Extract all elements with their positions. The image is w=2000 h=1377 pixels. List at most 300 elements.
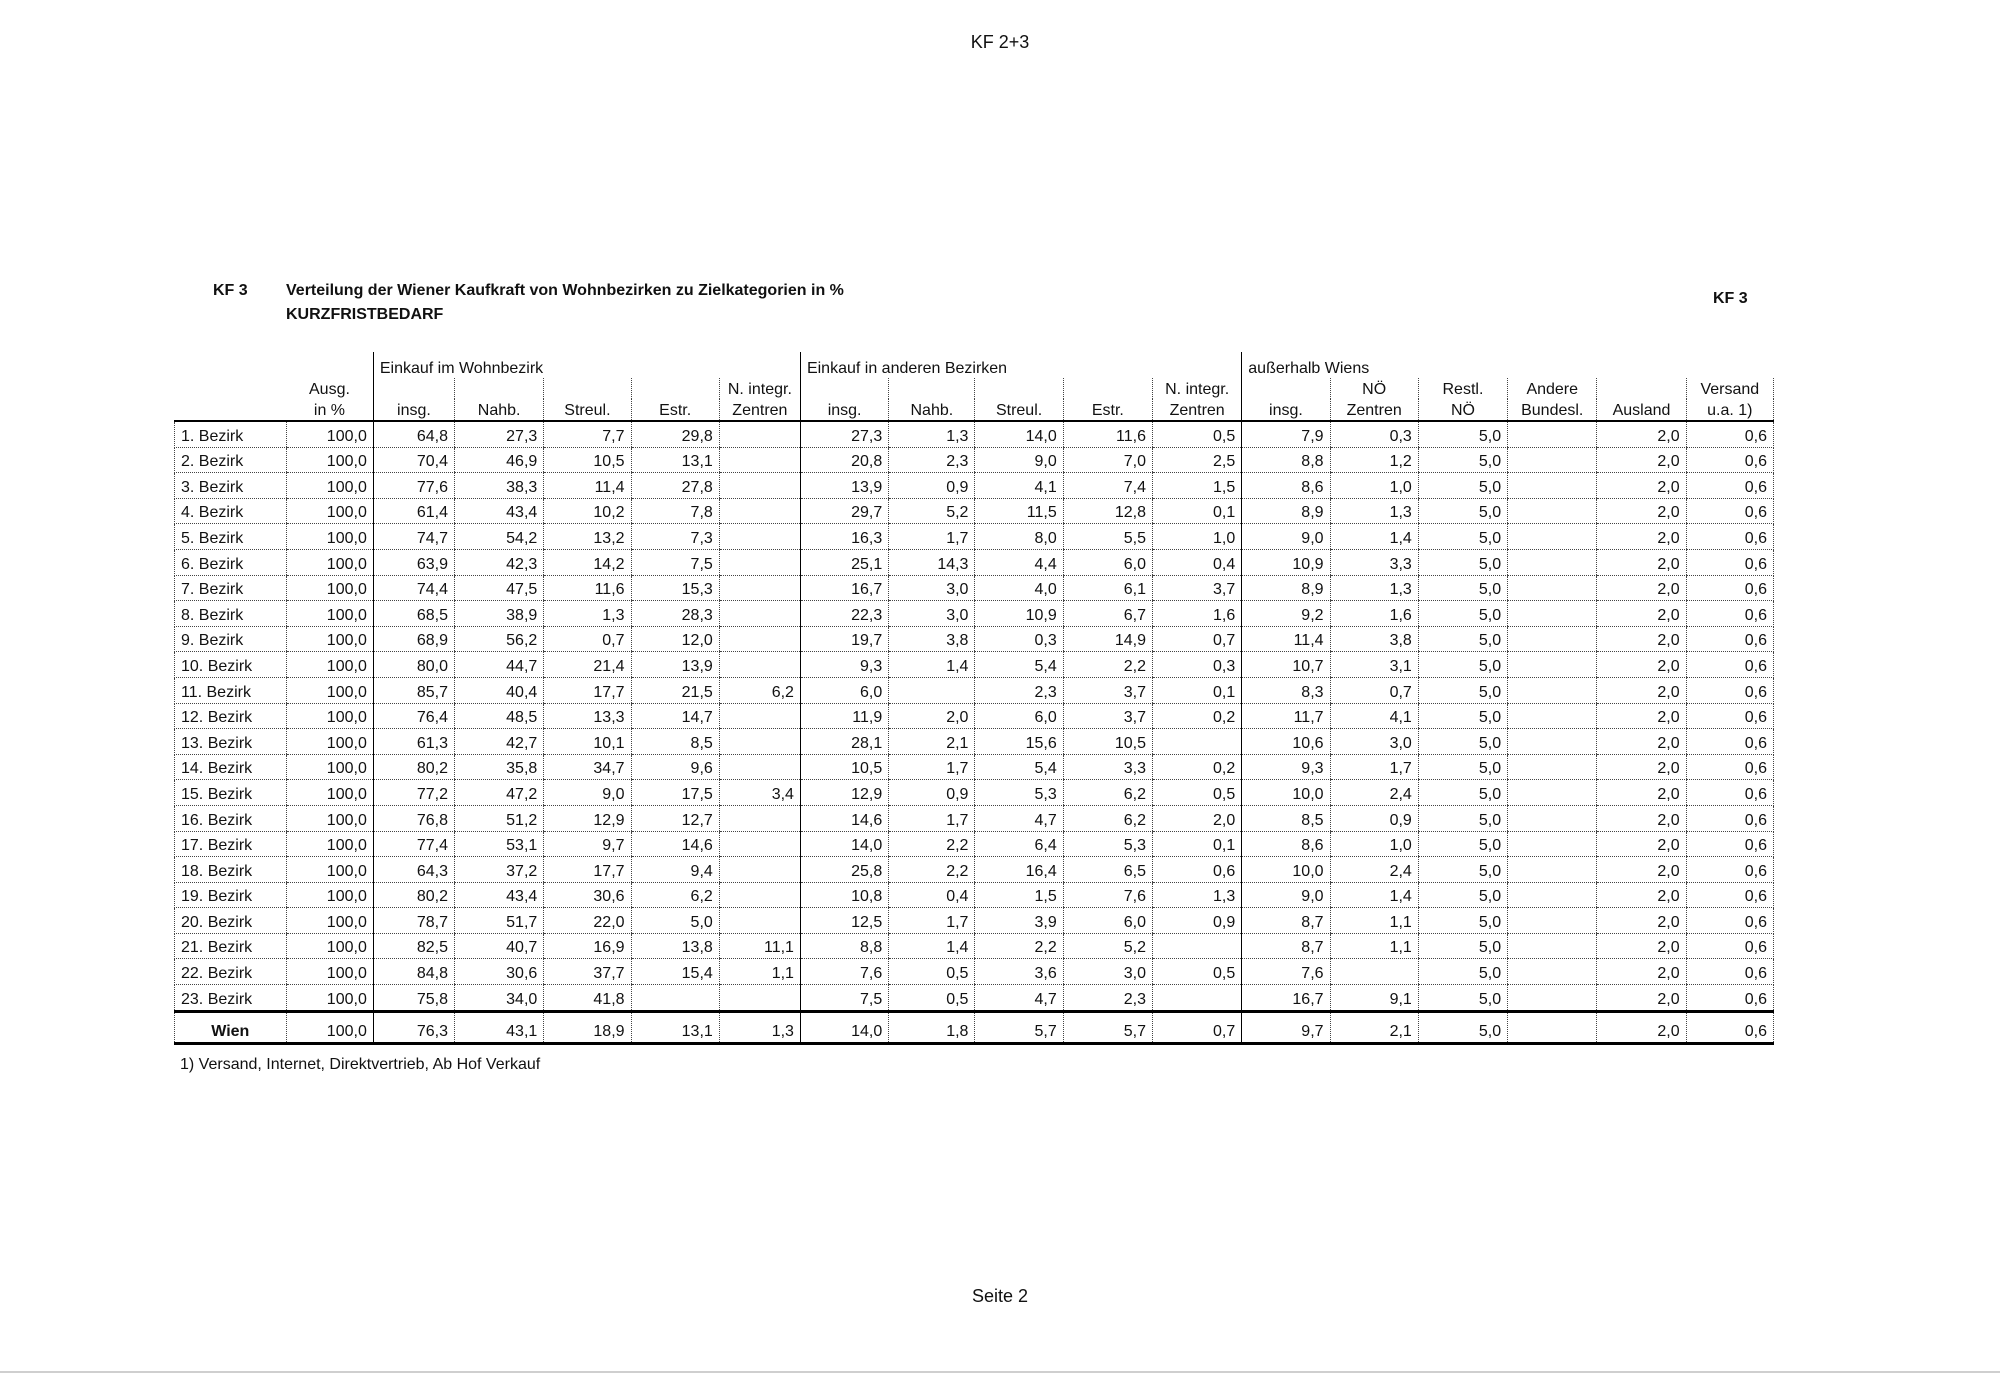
column-header: insg. (1242, 399, 1330, 421)
table-row (175, 857, 1774, 883)
table-cell: 21,5 (631, 677, 719, 703)
table-cell: 25,8 (800, 857, 888, 883)
table-row (175, 831, 1774, 857)
table-cell: 68,5 (373, 601, 454, 627)
table-cell: 0,6 (1686, 985, 1773, 1012)
table-cell: 3,0 (889, 601, 975, 627)
table-cell: 9,2 (1242, 601, 1330, 627)
table-cell: 2,0 (1597, 677, 1686, 703)
table-cell: 5,0 (1418, 447, 1507, 473)
table-cell: 0,6 (1686, 652, 1773, 678)
table-row (175, 959, 1774, 985)
table-cell: 77,2 (373, 780, 454, 806)
table-cell: 10,9 (975, 601, 1063, 627)
table-cell: 15,4 (631, 959, 719, 985)
table-cell: 9,0 (1242, 524, 1330, 550)
table-cell (631, 985, 719, 1012)
table-cell: 6,7 (1063, 601, 1152, 627)
table-cell: 46,9 (455, 447, 544, 473)
table-cell: 7,5 (631, 549, 719, 575)
kaufkraft-table (174, 352, 1774, 1045)
table-cell: 100,0 (286, 524, 373, 550)
table-cell: 13,1 (631, 447, 719, 473)
table-cell: 0,6 (1686, 575, 1773, 601)
document-subtitle: KURZFRISTBEDARF (286, 306, 444, 323)
table-cell: 5,0 (1418, 831, 1507, 857)
table-row (175, 908, 1774, 934)
table-cell: 6,1 (1063, 575, 1152, 601)
table-cell: 100,0 (286, 729, 373, 755)
row-label: 12. Bezirk (175, 703, 287, 729)
table-cell: 2,0 (1597, 959, 1686, 985)
table-cell (719, 524, 800, 550)
table-cell: 2,0 (1597, 498, 1686, 524)
table-cell: 11,4 (544, 473, 631, 499)
table-cell: 2,4 (1330, 857, 1418, 883)
total-cell: 5,0 (1418, 1011, 1507, 1043)
row-label: 2. Bezirk (175, 447, 287, 473)
table-cell: 41,8 (544, 985, 631, 1012)
table-cell: 3,4 (719, 780, 800, 806)
table-cell: 0,7 (544, 626, 631, 652)
column-header (455, 378, 544, 399)
table-cell: 0,4 (889, 882, 975, 908)
table-cell: 12,0 (631, 626, 719, 652)
table-cell: 7,7 (544, 421, 631, 447)
table-cell: 10,0 (1242, 857, 1330, 883)
row-label: 23. Bezirk (175, 985, 287, 1012)
table-cell: 5,0 (1418, 857, 1507, 883)
table-cell (1508, 677, 1597, 703)
column-header: Bundesl. (1508, 399, 1597, 421)
column-header (1242, 378, 1330, 399)
table-cell: 0,6 (1686, 498, 1773, 524)
table-cell: 0,1 (1153, 831, 1242, 857)
table-cell (1508, 473, 1597, 499)
table-cell: 10,5 (544, 447, 631, 473)
table-cell: 47,5 (455, 575, 544, 601)
column-header: Nahb. (889, 399, 975, 421)
table-cell: 11,5 (975, 498, 1063, 524)
table-cell: 14,2 (544, 549, 631, 575)
table-cell: 0,4 (1153, 549, 1242, 575)
table-cell (719, 754, 800, 780)
table-cell: 2,0 (1597, 729, 1686, 755)
table-cell: 80,2 (373, 754, 454, 780)
table-cell: 5,0 (1418, 524, 1507, 550)
row-label: 6. Bezirk (175, 549, 287, 575)
table-cell: 1,2 (1330, 447, 1418, 473)
table-cell: 2,0 (1597, 626, 1686, 652)
table-cell (1508, 831, 1597, 857)
column-header: Versand (1686, 378, 1773, 399)
column-header: Andere (1508, 378, 1597, 399)
column-header (1063, 378, 1152, 399)
row-label: 3. Bezirk (175, 473, 287, 499)
table-cell: 2,1 (889, 729, 975, 755)
table-cell: 53,1 (455, 831, 544, 857)
table-cell: 6,2 (631, 882, 719, 908)
table-cell: 7,5 (800, 985, 888, 1012)
table-cell: 61,3 (373, 729, 454, 755)
table-cell: 27,8 (631, 473, 719, 499)
table-cell: 0,3 (1153, 652, 1242, 678)
table-cell: 48,5 (455, 703, 544, 729)
table-cell: 100,0 (286, 575, 373, 601)
table-cell: 77,4 (373, 831, 454, 857)
table-cell: 100,0 (286, 754, 373, 780)
table-cell: 2,2 (975, 933, 1063, 959)
table-cell (719, 831, 800, 857)
table-row (175, 473, 1774, 499)
table-cell (1508, 805, 1597, 831)
table-row (175, 780, 1774, 806)
table-cell: 2,0 (1597, 908, 1686, 934)
footnote: 1) Versand, Internet, Direktvertrieb, Ab Hof Verkauf (180, 1056, 541, 1073)
table-cell: 51,7 (455, 908, 544, 934)
table-cell: 1,5 (1153, 473, 1242, 499)
table-cell: 5,0 (1418, 933, 1507, 959)
table-cell: 12,7 (631, 805, 719, 831)
table-cell: 11,6 (1063, 421, 1152, 447)
table-cell: 17,7 (544, 857, 631, 883)
column-header: Zentren (1153, 399, 1242, 421)
header-label-cell (175, 399, 287, 421)
total-cell: 100,0 (286, 1011, 373, 1043)
table-cell: 8,9 (1242, 575, 1330, 601)
table-cell (719, 447, 800, 473)
table-cell: 3,7 (1063, 703, 1152, 729)
table-cell: 2,0 (1597, 831, 1686, 857)
table-cell: 8,9 (1242, 498, 1330, 524)
total-cell: 1,8 (889, 1011, 975, 1043)
row-label: 8. Bezirk (175, 601, 287, 627)
table-cell: 42,3 (455, 549, 544, 575)
table-cell: 78,7 (373, 908, 454, 934)
total-cell: 2,1 (1330, 1011, 1418, 1043)
table-cell: 22,3 (800, 601, 888, 627)
table-cell (1508, 908, 1597, 934)
table-cell: 11,9 (800, 703, 888, 729)
table-cell: 10,7 (1242, 652, 1330, 678)
table-cell (1508, 754, 1597, 780)
table-cell (719, 575, 800, 601)
table-cell: 0,5 (1153, 959, 1242, 985)
table-cell: 2,2 (889, 857, 975, 883)
table-cell (719, 703, 800, 729)
table-cell: 5,0 (1418, 908, 1507, 934)
table-row (175, 447, 1774, 473)
table-cell: 14,0 (800, 831, 888, 857)
table-cell: 54,2 (455, 524, 544, 550)
table-cell: 77,6 (373, 473, 454, 499)
table-cell: 10,5 (800, 754, 888, 780)
table-cell: 3,7 (1063, 677, 1152, 703)
table-cell: 15,6 (975, 729, 1063, 755)
table-cell: 0,6 (1686, 601, 1773, 627)
table-cell: 2,0 (1597, 933, 1686, 959)
table-cell: 2,0 (889, 703, 975, 729)
table-cell: 10,6 (1242, 729, 1330, 755)
row-label: 19. Bezirk (175, 882, 287, 908)
table-cell: 1,0 (1330, 831, 1418, 857)
table-row (175, 421, 1774, 447)
table-cell: 100,0 (286, 677, 373, 703)
table-cell: 100,0 (286, 703, 373, 729)
table-cell: 8,5 (1242, 805, 1330, 831)
table-cell: 0,2 (1153, 754, 1242, 780)
table-cell: 6,0 (1063, 908, 1152, 934)
table-cell: 8,8 (1242, 447, 1330, 473)
table-cell: 100,0 (286, 498, 373, 524)
table-cell: 9,0 (544, 780, 631, 806)
table-cell (719, 805, 800, 831)
table-cell: 82,5 (373, 933, 454, 959)
table-cell: 84,8 (373, 959, 454, 985)
table-cell (1508, 524, 1597, 550)
table-cell: 2,0 (1597, 575, 1686, 601)
total-cell: 13,1 (631, 1011, 719, 1043)
table-cell: 5,0 (1418, 473, 1507, 499)
table-row (175, 549, 1774, 575)
column-header: insg. (800, 399, 888, 421)
table-cell: 0,3 (1330, 421, 1418, 447)
table-cell: 61,4 (373, 498, 454, 524)
table-cell: 0,3 (975, 626, 1063, 652)
table-cell: 1,0 (1153, 524, 1242, 550)
table-cell: 1,1 (1330, 908, 1418, 934)
table-cell: 37,7 (544, 959, 631, 985)
table-cell (1508, 575, 1597, 601)
table-cell: 0,9 (1153, 908, 1242, 934)
table-cell: 1,4 (1330, 882, 1418, 908)
column-header: NÖ (1330, 378, 1418, 399)
table-cell (889, 677, 975, 703)
total-cell (1508, 1011, 1597, 1043)
table-cell: 16,9 (544, 933, 631, 959)
table-cell: 2,4 (1330, 780, 1418, 806)
table-cell: 35,8 (455, 754, 544, 780)
table-cell: 2,0 (1597, 703, 1686, 729)
total-row (175, 1011, 1774, 1043)
table-cell: 22,0 (544, 908, 631, 934)
table-cell: 8,6 (1242, 473, 1330, 499)
table-cell: 5,0 (1418, 729, 1507, 755)
table-cell: 9,3 (1242, 754, 1330, 780)
table-cell: 68,9 (373, 626, 454, 652)
table-cell: 0,2 (1153, 703, 1242, 729)
total-label: Wien (175, 1011, 287, 1043)
table-cell: 1,7 (889, 524, 975, 550)
table-cell: 1,7 (1330, 754, 1418, 780)
table-cell: 0,6 (1686, 908, 1773, 934)
table-cell: 2,0 (1597, 985, 1686, 1012)
table-cell: 16,3 (800, 524, 888, 550)
table-cell: 2,0 (1597, 882, 1686, 908)
total-cell: 18,9 (544, 1011, 631, 1043)
table-cell: 16,7 (800, 575, 888, 601)
table-cell: 1,6 (1330, 601, 1418, 627)
table-cell (719, 857, 800, 883)
table-cell: 1,4 (889, 933, 975, 959)
table-cell: 100,0 (286, 985, 373, 1012)
column-header (373, 378, 454, 399)
table-cell: 80,0 (373, 652, 454, 678)
table-cell: 30,6 (544, 882, 631, 908)
table-cell: 4,1 (1330, 703, 1418, 729)
table-cell (719, 985, 800, 1012)
column-header (1597, 378, 1686, 399)
table-cell: 5,0 (1418, 498, 1507, 524)
table-cell: 0,6 (1153, 857, 1242, 883)
table-cell: 0,6 (1686, 882, 1773, 908)
table-cell (1508, 498, 1597, 524)
table-cell (1508, 933, 1597, 959)
total-cell: 76,3 (373, 1011, 454, 1043)
table-cell: 5,0 (1418, 805, 1507, 831)
table-cell: 10,9 (1242, 549, 1330, 575)
table-cell: 100,0 (286, 421, 373, 447)
column-header: Ausg. (309, 381, 350, 398)
table-cell: 34,0 (455, 985, 544, 1012)
table-cell: 0,1 (1153, 498, 1242, 524)
table-row (175, 601, 1774, 627)
kf-label-left: KF 3 (213, 282, 248, 299)
table-cell: 4,7 (975, 805, 1063, 831)
table-cell: 11,6 (544, 575, 631, 601)
table-cell: 5,4 (975, 652, 1063, 678)
table-cell: 100,0 (286, 857, 373, 883)
table-cell: 64,3 (373, 857, 454, 883)
table-cell: 0,6 (1686, 524, 1773, 550)
table-cell: 0,7 (1330, 677, 1418, 703)
table-cell (719, 652, 800, 678)
group-wohnbezirk: Einkauf im Wohnbezirk (373, 352, 800, 378)
table-cell: 2,0 (1597, 549, 1686, 575)
table-cell (1153, 985, 1242, 1012)
table-cell: 9,1 (1330, 985, 1418, 1012)
table-cell: 5,2 (889, 498, 975, 524)
table-cell: 3,0 (1063, 959, 1152, 985)
document-title: Verteilung der Wiener Kaufkraft von Wohnbezirken zu Zielkategorien in % (286, 282, 844, 299)
table-cell: 6,4 (975, 831, 1063, 857)
table-row (175, 524, 1774, 550)
row-label: 21. Bezirk (175, 933, 287, 959)
table-cell: 44,7 (455, 652, 544, 678)
table-cell: 27,3 (800, 421, 888, 447)
table-cell: 0,6 (1686, 857, 1773, 883)
column-header: Estr. (1063, 399, 1152, 421)
table-cell: 100,0 (286, 882, 373, 908)
row-label: 18. Bezirk (175, 857, 287, 883)
table-cell: 7,6 (800, 959, 888, 985)
group-andere-bezirke: Einkauf in anderen Bezirken (800, 352, 1241, 378)
table-cell: 100,0 (286, 652, 373, 678)
column-header (975, 378, 1063, 399)
table-cell: 100,0 (286, 908, 373, 934)
column-header: u.a. 1) (1686, 399, 1773, 421)
total-cell: 5,7 (975, 1011, 1063, 1043)
table-cell: 14,0 (975, 421, 1063, 447)
table-cell: 1,7 (889, 805, 975, 831)
group-header-row (175, 352, 1774, 378)
header-label-cell (175, 378, 287, 399)
row-label: 17. Bezirk (175, 831, 287, 857)
page-header: KF 2+3 (970, 32, 1030, 52)
table-cell: 14,6 (631, 831, 719, 857)
table-cell (1330, 959, 1418, 985)
table-cell: 100,0 (286, 933, 373, 959)
table-cell: 9,4 (631, 857, 719, 883)
table-cell: 5,3 (1063, 831, 1152, 857)
table-cell: 13,9 (800, 473, 888, 499)
table-cell: 12,5 (800, 908, 888, 934)
table-cell: 74,7 (373, 524, 454, 550)
table-cell: 16,7 (1242, 985, 1330, 1012)
table-cell (719, 882, 800, 908)
group-ausserhalb-wiens: außerhalb Wiens (1242, 352, 1774, 378)
column-header: N. integr. (719, 378, 800, 399)
table-cell (719, 601, 800, 627)
column-header: insg. (373, 399, 454, 421)
table-row (175, 805, 1774, 831)
table-cell: 0,6 (1686, 549, 1773, 575)
total-cell: 1,3 (719, 1011, 800, 1043)
table-cell: 11,1 (719, 933, 800, 959)
column-header (889, 378, 975, 399)
table-row (175, 677, 1774, 703)
table-cell: 2,3 (889, 447, 975, 473)
table-cell (1508, 421, 1597, 447)
table-cell: 100,0 (286, 549, 373, 575)
row-label: 9. Bezirk (175, 626, 287, 652)
column-header (631, 378, 719, 399)
table-cell: 5,0 (1418, 703, 1507, 729)
row-label: 20. Bezirk (175, 908, 287, 934)
table-cell: 3,9 (975, 908, 1063, 934)
table-cell: 2,0 (1597, 524, 1686, 550)
table-cell: 4,7 (975, 985, 1063, 1012)
table-cell: 2,0 (1597, 780, 1686, 806)
table-cell: 8,5 (631, 729, 719, 755)
table-cell: 74,4 (373, 575, 454, 601)
column-header: Ausland (1597, 399, 1686, 421)
kf-label-right: KF 3 (1713, 290, 1748, 307)
table-cell: 28,3 (631, 601, 719, 627)
table-cell: 5,0 (1418, 677, 1507, 703)
table-cell: 5,0 (1418, 626, 1507, 652)
column-header: Streul. (975, 399, 1063, 421)
table-cell (1153, 729, 1242, 755)
table-row (175, 652, 1774, 678)
table-cell: 1,7 (889, 754, 975, 780)
column-header: Zentren (1330, 399, 1418, 421)
table-row (175, 985, 1774, 1012)
table-cell: 1,3 (889, 421, 975, 447)
table-cell: 0,6 (1686, 805, 1773, 831)
table-cell: 9,6 (631, 754, 719, 780)
table-cell: 9,7 (544, 831, 631, 857)
table-cell: 8,7 (1242, 933, 1330, 959)
table-cell: 76,8 (373, 805, 454, 831)
table-row (175, 703, 1774, 729)
table-cell: 5,0 (1418, 882, 1507, 908)
table-cell: 1,1 (1330, 933, 1418, 959)
table-cell: 100,0 (286, 447, 373, 473)
table-cell: 3,8 (1330, 626, 1418, 652)
table-cell: 12,9 (800, 780, 888, 806)
table-row (175, 729, 1774, 755)
